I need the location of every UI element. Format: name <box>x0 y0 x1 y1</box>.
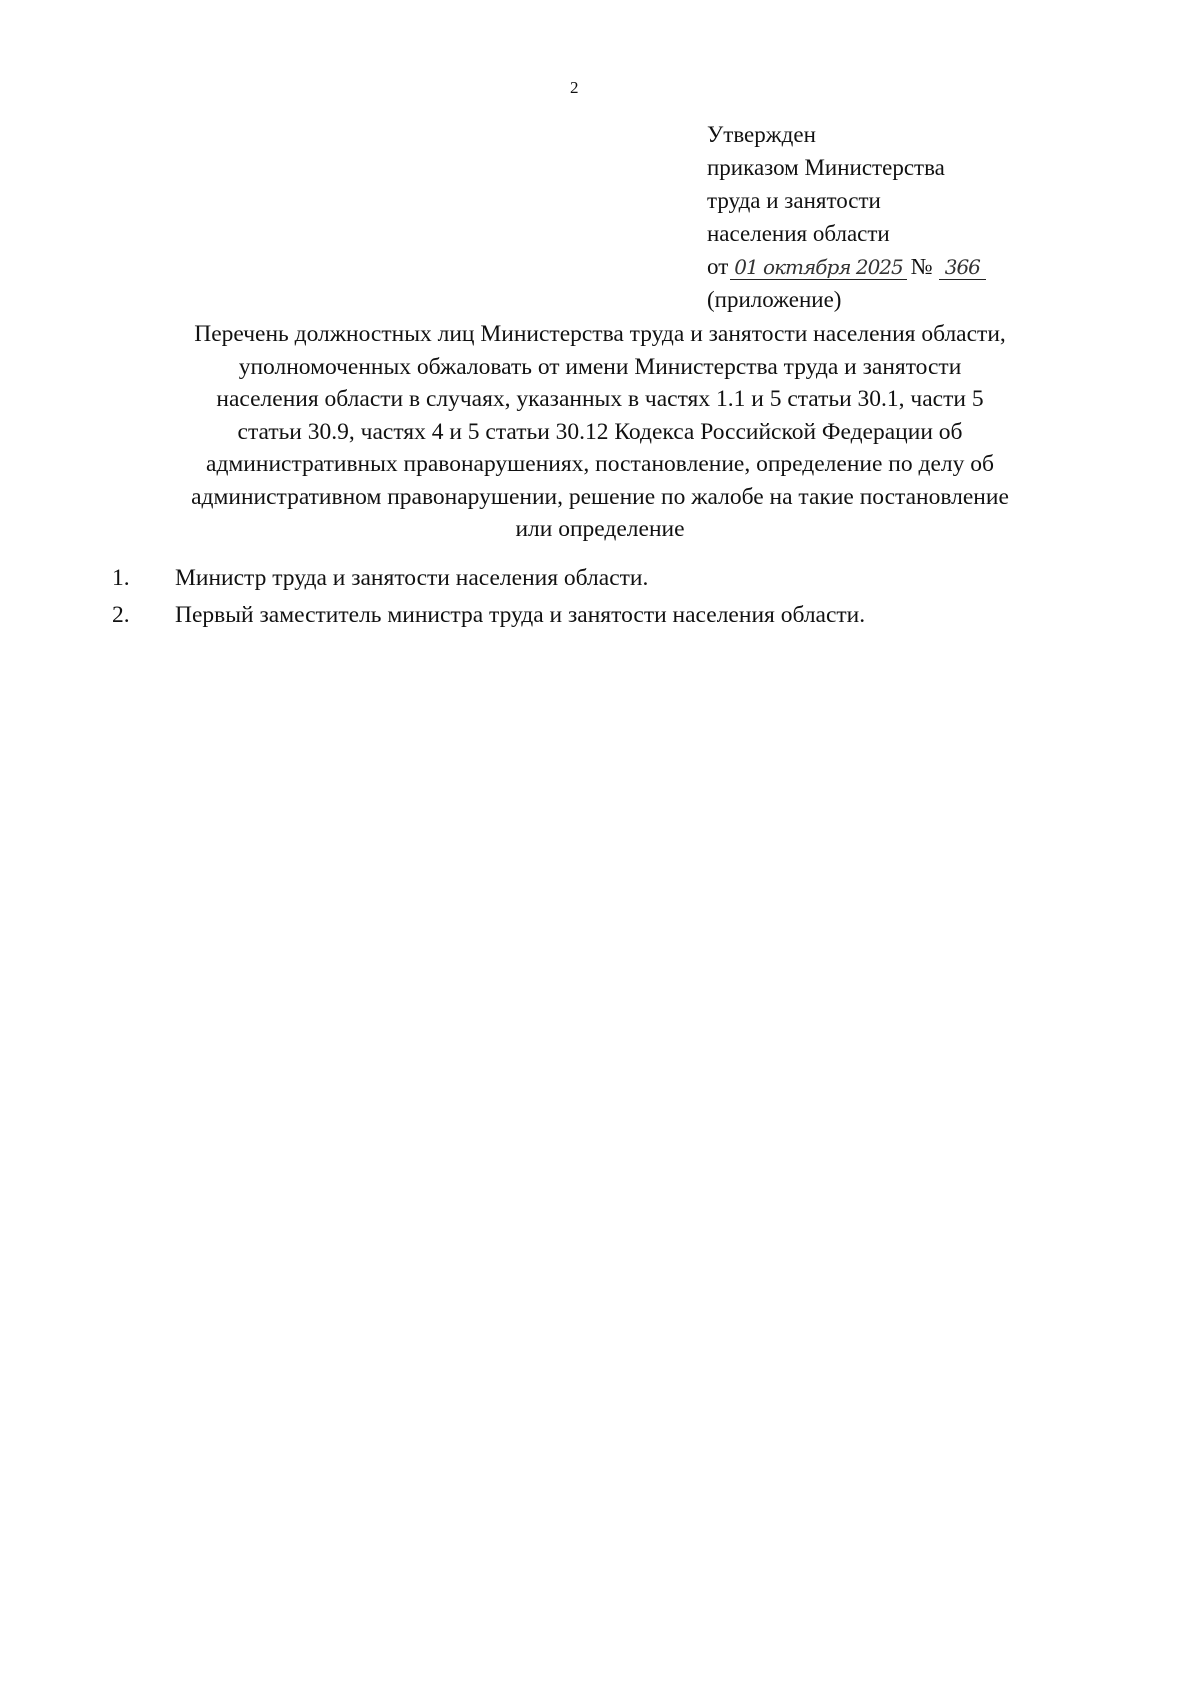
date-prefix: от <box>707 254 729 279</box>
list-number: 1. <box>112 565 130 591</box>
list-item <box>112 560 865 597</box>
title-line: статьи 30.9, частях 4 и 5 статьи 30.12 Кодекса Российской Федерации об <box>237 418 963 445</box>
number-label: № <box>910 254 933 279</box>
approval-line: Утвержден <box>707 122 816 147</box>
document-title <box>60 318 1140 546</box>
approval-line: труда и занятости <box>707 188 881 213</box>
handwritten-date: 01 октября 2025 <box>730 255 907 280</box>
list-number: 2. <box>112 602 130 628</box>
annex-label: (приложение) <box>707 287 842 312</box>
approval-block <box>707 118 986 316</box>
approval-line: приказом Министерства <box>707 155 945 180</box>
handwritten-number: 366 <box>939 255 986 280</box>
approval-line: населения области <box>707 221 890 246</box>
page-number: 2 <box>570 78 579 97</box>
approval-date-line <box>707 250 986 283</box>
title-line: административном правонарушении, решение по жалобе на такие постановление <box>191 483 1009 510</box>
list-text: Министр труда и занятости населения области. <box>175 565 649 591</box>
title-line: или определение <box>515 516 685 542</box>
officials-list <box>112 560 865 634</box>
title-line: Перечень должностных лиц Министерства труда и занятости населения области, <box>194 321 1006 347</box>
list-text: Первый заместитель министра труда и занятости населения области. <box>175 602 866 628</box>
list-item <box>112 597 865 634</box>
title-line: административных правонарушениях, постановление, определение по делу об <box>206 451 994 477</box>
title-line: уполномоченных обжаловать от имени Министерства труда и занятости <box>238 353 962 380</box>
title-line: населения области в случаях, указанных в частях 1.1 и 5 статьи 30.1, части 5 <box>216 386 984 412</box>
